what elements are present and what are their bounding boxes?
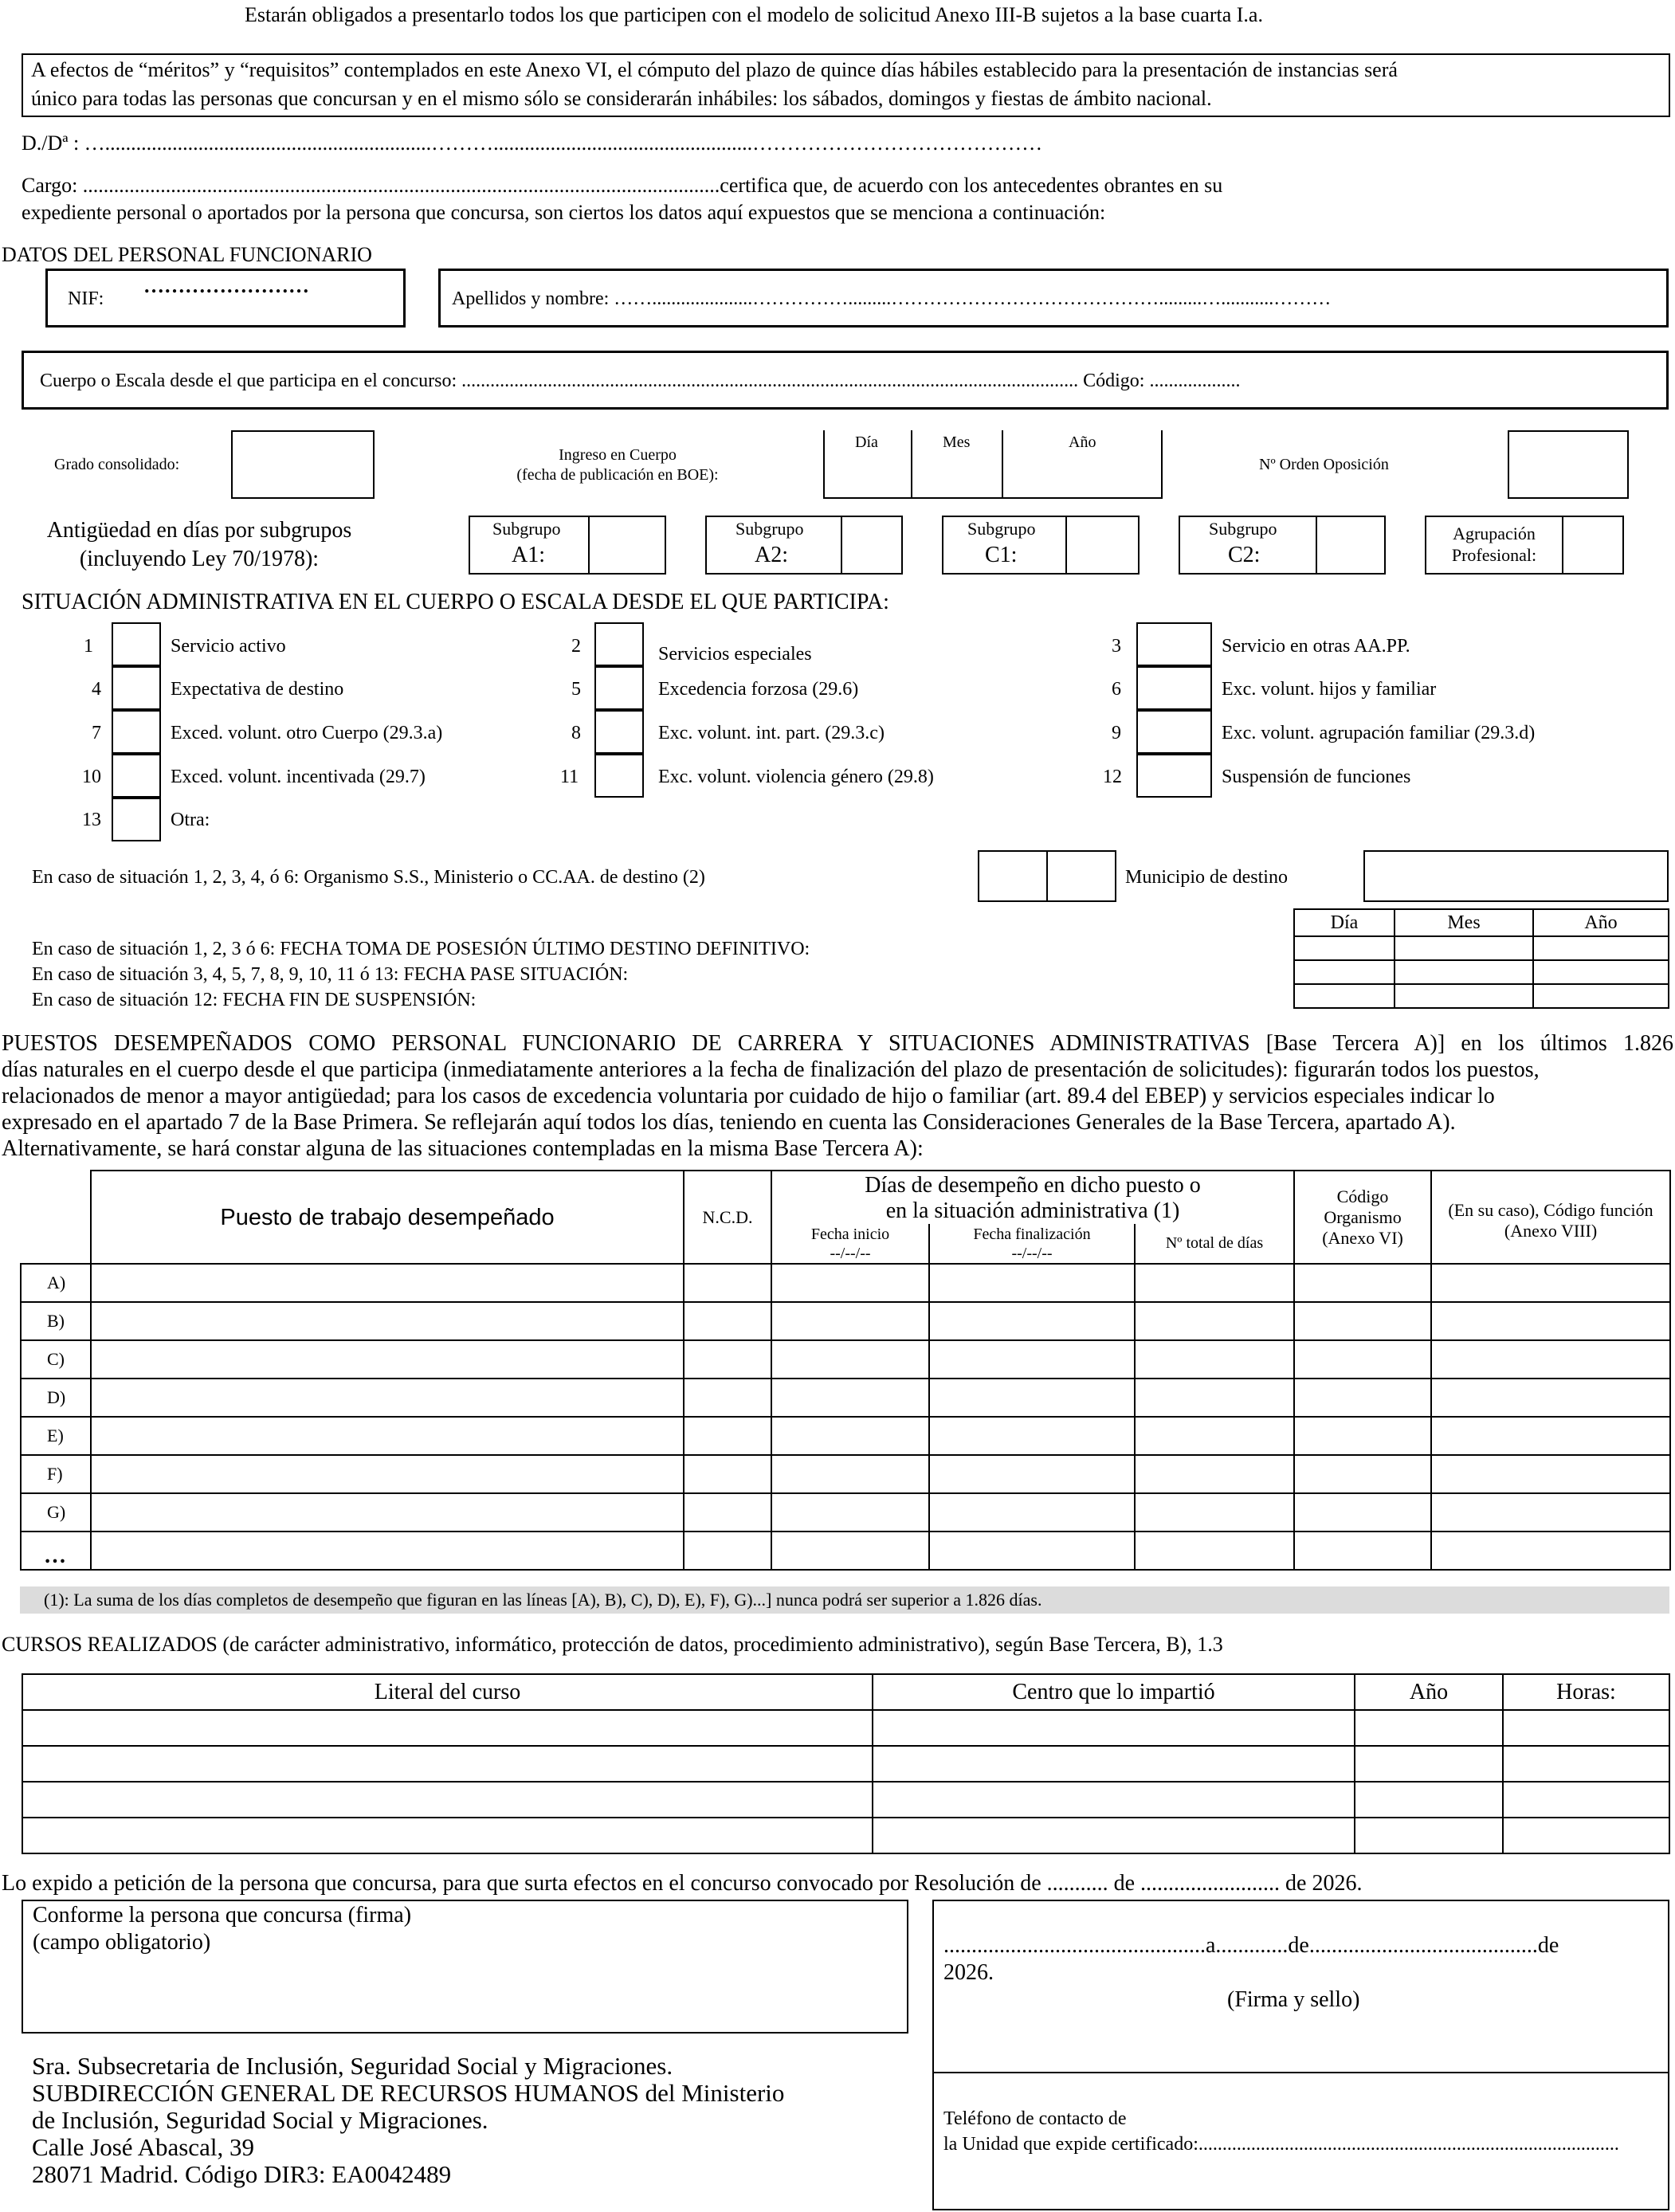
- table-cell[interactable]: [91, 1302, 684, 1340]
- table-cell[interactable]: [771, 1264, 929, 1302]
- conforme-label-2: (campo obligatorio): [33, 1930, 211, 1955]
- table-cell[interactable]: [1135, 1417, 1294, 1455]
- table-cell[interactable]: [91, 1340, 684, 1379]
- ingreso-label-2: (fecha de publicación en BOE):: [516, 466, 719, 484]
- address-block: [32, 2053, 784, 2188]
- cargo-line-2: expediente personal o aportados por la persona que concursa, son ciertos los datos aquí expuestos que se menciona a continuación:: [22, 201, 1106, 224]
- name-box[interactable]: [438, 269, 1669, 327]
- table-cell[interactable]: [1135, 1455, 1294, 1493]
- row-label-c: C): [21, 1340, 91, 1379]
- notice-line-2: único para todas las personas que concursan y en el mismo sólo se considerarán inhábiles: los sábados, domingos y fiestas de ámbito nacional.: [31, 87, 1212, 110]
- puestos-intro: [2, 1030, 1673, 1162]
- antiguedad-label-1: Antigüedad en días por subgrupos: [46, 518, 352, 543]
- col-inicio-label: Fecha inicio: [810, 1225, 890, 1243]
- fecha-cell[interactable]: [1533, 984, 1669, 1008]
- table-cell[interactable]: [929, 1379, 1135, 1417]
- row-label-more: …: [21, 1532, 91, 1570]
- cursos-table: [22, 1673, 1670, 1854]
- situacion-checkbox-10[interactable]: [112, 754, 161, 798]
- situacion-checkbox-8[interactable]: [594, 710, 644, 754]
- telefono-label-1: Teléfono de contacto de: [943, 2108, 1127, 2129]
- situacion-title: SITUACIÓN ADMINISTRATIVA EN EL CUERPO O ESCALA DESDE EL QUE PARTICIPA:: [22, 590, 889, 614]
- address-line-5: 28071 Madrid. Código DIR3: EA0042489: [32, 2160, 452, 2188]
- table-cell[interactable]: [929, 1340, 1135, 1379]
- lugar-fecha-line[interactable]: ...............................................a.............de.........................................de: [943, 1933, 1559, 1958]
- address-line-3: de Inclusión, Seguridad Social y Migraciones.: [32, 2106, 488, 2134]
- section-title-personal: DATOS DEL PERSONAL FUNCIONARIO: [2, 243, 372, 266]
- table-cell[interactable]: [91, 1417, 684, 1455]
- row-label-f: F): [21, 1455, 91, 1493]
- puestos-intro-2: días naturales en el cuerpo desde el que participa (inmediatamente anteriores a la fecha de finalización del plazo de presentación de solicitudes): figurarán todos los puestos,: [2, 1057, 1540, 1082]
- fecha-cell[interactable]: [1395, 936, 1533, 960]
- table-cell[interactable]: [1431, 1493, 1670, 1532]
- situacion-num-9: 9: [1112, 723, 1121, 743]
- table-cell[interactable]: [771, 1493, 929, 1532]
- table-cell[interactable]: [929, 1455, 1135, 1493]
- cursos-title: CURSOS REALIZADOS (de carácter administrativo, informático, protección de datos, procedimiento administrativo), según Base Tercera, B), 1.3: [2, 1633, 1223, 1656]
- table-cell[interactable]: [771, 1302, 929, 1340]
- cursos-cell[interactable]: [22, 1782, 873, 1818]
- situacion-checkbox-3[interactable]: [1136, 622, 1212, 666]
- situacion-checkbox-4[interactable]: [112, 666, 161, 710]
- row-label-b: B): [21, 1302, 91, 1340]
- col-ncd-header: N.C.D.: [684, 1171, 771, 1264]
- table-cell[interactable]: [684, 1340, 771, 1379]
- fecha-cell[interactable]: [1533, 936, 1669, 960]
- subgrupo-c1-label: C1:: [985, 543, 1018, 567]
- address-line-2: SUBDIRECCIÓN GENERAL DE RECURSOS HUMANOS del Ministerio: [32, 2079, 785, 2107]
- cursos-cell[interactable]: [1355, 1710, 1503, 1746]
- cursos-col-horas: Horas:: [1503, 1674, 1669, 1710]
- situacion-num-7: 7: [92, 723, 101, 743]
- table-cell[interactable]: [684, 1302, 771, 1340]
- table-cell[interactable]: [1431, 1379, 1670, 1417]
- firma-sello-box[interactable]: [932, 1900, 1669, 2210]
- address-line-1: Sra. Subsecretaria de Inclusión, Seguridad Social y Migraciones.: [32, 2052, 673, 2080]
- col-inicio-mask: --/--/--: [830, 1244, 871, 1262]
- subgrupo-c2-box[interactable]: [1179, 516, 1386, 575]
- table-cell[interactable]: [929, 1532, 1135, 1570]
- situacion-checkbox-12[interactable]: [1136, 754, 1212, 798]
- table-cell[interactable]: [1135, 1493, 1294, 1532]
- subgrupo-c2-word: Subgrupo: [1209, 519, 1277, 539]
- cursos-cell[interactable]: [22, 1710, 873, 1746]
- fecha-table[interactable]: [1293, 908, 1669, 1009]
- notice-line-1: A efectos de “méritos” y “requisitos” contemplados en este Anexo VI, el cómputo del plazo de quince días hábiles establecido para la presentación de instancias será: [31, 58, 1398, 81]
- puestos-intro-4: expresado en el apartado 7 de la Base Primera. Se reflejarán aquí todos los días, teniendo en cuenta las Consideraciones Generales de la Base Tercera, apartado A).: [2, 1110, 1456, 1135]
- col-puesto-header: Puesto de trabajo desempeñado: [91, 1171, 684, 1264]
- cuerpo-box[interactable]: [22, 351, 1669, 410]
- table-cell[interactable]: [684, 1264, 771, 1302]
- situacion-label-12: Suspensión de funciones: [1222, 767, 1411, 787]
- cursos-cell[interactable]: [1355, 1818, 1503, 1853]
- grado-label: Grado consolidado:: [54, 456, 180, 473]
- table-cell[interactable]: [1431, 1532, 1670, 1570]
- puestos-intro-3: relacionados de menor a mayor antigüedad; para los casos de excedencia voluntaria por cuidado de hijo o familiar (art. 89.4 del EBEP) y servicios especiales indicar lo: [2, 1084, 1495, 1108]
- table-cell[interactable]: [91, 1379, 684, 1417]
- situacion-label-6: Exc. volunt. hijos y familiar: [1222, 679, 1437, 700]
- situacion-num-6: 6: [1112, 679, 1121, 700]
- col-codigo-header: [1294, 1171, 1431, 1264]
- subgrupo-c2-label: C2:: [1228, 543, 1261, 567]
- situacion-label-10: Exced. volunt. incentivada (29.7): [171, 767, 426, 787]
- col-codigo-2: Organismo: [1324, 1206, 1402, 1227]
- fecha-cell[interactable]: [1533, 960, 1669, 984]
- cursos-cell[interactable]: [1355, 1782, 1503, 1818]
- situacion-label-2: Servicios especiales: [658, 644, 812, 665]
- cursos-col-centro: Centro que lo impartió: [873, 1674, 1355, 1710]
- subgrupo-c1-word: Subgrupo: [967, 519, 1036, 539]
- table-cell[interactable]: [684, 1455, 771, 1493]
- situacion-checkbox-2[interactable]: [594, 622, 644, 666]
- name-label: Apellidos y nombre: …….....................…………….........…………………………………….........…...........………: [452, 288, 1332, 309]
- table-cell[interactable]: [1294, 1417, 1431, 1455]
- situacion-label-7: Exced. volunt. otro Cuerpo (29.3.a): [171, 723, 443, 743]
- table-cell[interactable]: [1135, 1532, 1294, 1570]
- table-cell[interactable]: [1431, 1340, 1670, 1379]
- col-codigo-1: Código: [1336, 1186, 1389, 1206]
- table-cell[interactable]: [1135, 1340, 1294, 1379]
- table-cell[interactable]: [1135, 1264, 1294, 1302]
- table-cell[interactable]: [1294, 1379, 1431, 1417]
- firma-divider: [934, 2072, 1668, 2073]
- situacion-num-5: 5: [571, 679, 581, 700]
- fecha-line-1: En caso de situación 1, 2, 3 ó 6: FECHA TOMA DE POSESIÓN ÚLTIMO DESTINO DEFINITIVO:: [32, 939, 810, 959]
- table-cell[interactable]: [929, 1302, 1135, 1340]
- subgrupo-a2-label: A2:: [755, 543, 788, 567]
- puestos-intro-1: PUESTOS DESEMPEÑADOS COMO PERSONAL FUNCIONARIO DE CARRERA Y SITUACIONES ADMINISTRATIVAS [Base Tercera A)] en los últimos 1.826: [2, 1031, 1673, 1056]
- cursos-cell[interactable]: [1503, 1710, 1669, 1746]
- row-label-g: G): [21, 1493, 91, 1532]
- nif-label: NIF:: [68, 288, 104, 309]
- situacion-label-11: Exc. volunt. violencia género (29.8): [658, 767, 934, 787]
- cursos-cell[interactable]: [1355, 1746, 1503, 1782]
- table-cell[interactable]: [91, 1455, 684, 1493]
- notice-box: [22, 53, 1670, 117]
- situacion-num-4: 4: [92, 679, 101, 700]
- situacion-label-5: Excedencia forzosa (29.6): [658, 679, 859, 700]
- row-label-a: A): [21, 1264, 91, 1302]
- puestos-footnote: (1): La suma de los días completos de desempeño que figuran en las líneas [A), B), C), D), E), F), G)...] nunca podrá ser superior a 1.826 días.: [20, 1586, 1669, 1614]
- top-note: Estarán obligados a presentarlo todos los que participen con el modelo de solicitud Anexo III-B sujetos a la base cuarta I.a.: [245, 3, 1263, 26]
- table-cell[interactable]: [91, 1493, 684, 1532]
- situacion-label-3: Servicio en otras AA.PP.: [1222, 636, 1410, 657]
- row-label-e: E): [21, 1417, 91, 1455]
- table-cell[interactable]: [929, 1493, 1135, 1532]
- ingreso-mes: Mes: [943, 433, 971, 451]
- fecha-cell[interactable]: [1395, 984, 1533, 1008]
- agrupacion-label-2: Profesional:: [1451, 545, 1537, 565]
- telefono-label-2[interactable]: la Unidad que expide certificado:........................................................................................: [943, 2134, 1619, 2155]
- orden-box[interactable]: [1508, 430, 1629, 499]
- fecha-cell[interactable]: [1395, 960, 1533, 984]
- situacion-label-9: Exc. volunt. agrupación familiar (29.3.d): [1222, 723, 1536, 743]
- table-cell[interactable]: [1431, 1264, 1670, 1302]
- fecha-cell[interactable]: [1294, 936, 1395, 960]
- subgrupo-a2-box[interactable]: [705, 516, 903, 575]
- situacion-label-4: Expectativa de destino: [171, 679, 344, 700]
- cuerpo-line: Cuerpo o Escala desde el que participa en el concurso: ................................................................................................................................. Código: ...................: [40, 371, 1241, 391]
- table-cell[interactable]: [1135, 1379, 1294, 1417]
- situacion-num-3: 3: [1112, 636, 1121, 657]
- address-line-4: Calle José Abascal, 39: [32, 2133, 254, 2161]
- fecha-line-3: En caso de situación 12: FECHA FIN DE SUSPENSIÓN:: [32, 990, 477, 1010]
- cursos-cell[interactable]: [1503, 1782, 1669, 1818]
- table-cell[interactable]: [771, 1455, 929, 1493]
- situacion-num-2: 2: [571, 636, 581, 657]
- col-funcion-header: [1431, 1171, 1670, 1264]
- fecha-cell[interactable]: [1294, 984, 1395, 1008]
- col-dias-header-2: en la situación administrativa (1): [885, 1198, 1180, 1223]
- ingreso-date-box[interactable]: [823, 430, 1163, 499]
- organismo-box[interactable]: [978, 850, 1116, 902]
- situacion-checkbox-6[interactable]: [1136, 666, 1212, 710]
- subgrupo-a2-word: Subgrupo: [736, 519, 804, 539]
- puestos-table-wrap: [20, 1170, 1669, 1614]
- orden-label: Nº Orden Oposición: [1259, 456, 1389, 473]
- table-cell[interactable]: [1294, 1532, 1431, 1570]
- nif-box[interactable]: [45, 269, 406, 327]
- col-inicio-header: [771, 1224, 929, 1264]
- situacion-num-11: 11: [560, 767, 579, 787]
- fecha-dia-header: Día: [1294, 909, 1395, 936]
- col-funcion-1: (En su caso), Código función: [1448, 1200, 1653, 1220]
- subgrupo-a1-label: A1:: [512, 543, 545, 567]
- situacion-label-13: Otra:: [171, 810, 210, 830]
- table-cell[interactable]: [771, 1379, 929, 1417]
- cursos-cell[interactable]: [22, 1818, 873, 1853]
- cursos-cell[interactable]: [873, 1818, 1355, 1853]
- situacion-num-12: 12: [1103, 767, 1122, 787]
- table-cell[interactable]: [771, 1417, 929, 1455]
- situacion-checkbox-13[interactable]: [112, 798, 161, 841]
- table-cell[interactable]: [1135, 1302, 1294, 1340]
- cargo-line[interactable]: Cargo: ...........................................................................................................................certifica que, de acuerdo con los antecedentes obrantes en su: [22, 174, 1223, 197]
- cursos-cell[interactable]: [873, 1782, 1355, 1818]
- nif-dots: ……………………: [143, 274, 309, 297]
- puestos-intro-5: Alternativamente, se hará constar alguna de las situaciones contempladas en la misma Base Tercera A):: [2, 1136, 924, 1161]
- ingreso-label-1: Ingreso en Cuerpo: [559, 446, 677, 464]
- col-fin-header: [929, 1224, 1135, 1264]
- subgrupo-c1-box[interactable]: [942, 516, 1140, 575]
- puestos-table: [20, 1170, 1671, 1571]
- situacion-label-8: Exc. volunt. int. part. (29.3.c): [658, 723, 885, 743]
- antiguedad-label-2: (incluyendo Ley 70/1978):: [79, 547, 320, 571]
- table-cell[interactable]: [929, 1417, 1135, 1455]
- cursos-cell[interactable]: [873, 1710, 1355, 1746]
- fecha-line-2: En caso de situación 3, 4, 5, 7, 8, 9, 10, 11 ó 13: FECHA PASE SITUACIÓN:: [32, 964, 629, 985]
- table-cell[interactable]: [1431, 1455, 1670, 1493]
- table-cell[interactable]: [771, 1532, 929, 1570]
- table-cell[interactable]: [684, 1379, 771, 1417]
- expido-line[interactable]: Lo expido a petición de la persona que concursa, para que surta efectos en el concurso convocado por Resolución de ........... de ......................... de 2026.: [2, 1871, 1363, 1896]
- municipio-box[interactable]: [1363, 850, 1669, 902]
- cursos-cell[interactable]: [1503, 1746, 1669, 1782]
- situacion-checkbox-5[interactable]: [594, 666, 644, 710]
- firma-sello-label: (Firma y sello): [1227, 1987, 1360, 2012]
- conforme-label-1: Conforme la persona que concursa (firma): [33, 1903, 412, 1928]
- table-cell[interactable]: [1294, 1493, 1431, 1532]
- agrupacion-box[interactable]: [1425, 516, 1624, 575]
- fecha-mes-header: Mes: [1395, 909, 1533, 936]
- table-cell[interactable]: [771, 1340, 929, 1379]
- situacion-checkbox-1[interactable]: [112, 622, 161, 666]
- table-cell[interactable]: [1431, 1302, 1670, 1340]
- situacion-num-1: 1: [84, 636, 93, 657]
- ingreso-dia: Día: [855, 433, 878, 451]
- cursos-col-literal: Literal del curso: [22, 1674, 873, 1710]
- cursos-cell[interactable]: [22, 1746, 873, 1782]
- col-funcion-2: (Anexo VIII): [1504, 1221, 1598, 1241]
- table-cell[interactable]: [684, 1493, 771, 1532]
- ingreso-anio: Año: [1069, 433, 1096, 451]
- situacion-num-8: 8: [571, 723, 581, 743]
- col-fin-label: Fecha finalización: [973, 1225, 1091, 1243]
- col-dias-header-1: Días de desempeño en dicho puesto o: [865, 1173, 1201, 1198]
- col-codigo-3: (Anexo VI): [1322, 1227, 1403, 1248]
- col-dias-header: [771, 1171, 1294, 1224]
- table-cell[interactable]: [1294, 1455, 1431, 1493]
- table-cell[interactable]: [929, 1264, 1135, 1302]
- subgrupo-a1-word: Subgrupo: [492, 519, 561, 539]
- table-cell[interactable]: [684, 1532, 771, 1570]
- cursos-col-anio: Año: [1355, 1674, 1503, 1710]
- conforme-box[interactable]: [22, 1900, 908, 2034]
- table-cell[interactable]: [1294, 1340, 1431, 1379]
- subgrupo-a1-box[interactable]: [469, 516, 666, 575]
- lugar-anio: 2026.: [943, 1960, 994, 1985]
- col-fin-mask: --/--/--: [1011, 1244, 1053, 1262]
- municipio-label: Municipio de destino: [1125, 867, 1288, 888]
- fecha-anio-header: Año: [1533, 909, 1669, 936]
- situacion-num-10: 10: [82, 767, 101, 787]
- organismo-label: En caso de situación 1, 2, 3, 4, ó 6: Organismo S.S., Ministerio o CC.AA. de destino (2): [32, 867, 705, 888]
- table-cell[interactable]: [1431, 1417, 1670, 1455]
- fecha-cell[interactable]: [1294, 960, 1395, 984]
- situacion-label-1: Servicio activo: [171, 636, 286, 657]
- table-cell[interactable]: [684, 1417, 771, 1455]
- table-cell[interactable]: [1294, 1302, 1431, 1340]
- table-cell[interactable]: [1294, 1264, 1431, 1302]
- declarant-name-line[interactable]: D./Dª : …...............................................................………..................................................……………………………………: [22, 131, 1043, 155]
- table-cell[interactable]: [91, 1532, 684, 1570]
- situacion-checkbox-9[interactable]: [1136, 710, 1212, 754]
- situacion-checkbox-11[interactable]: [594, 754, 644, 798]
- grado-box[interactable]: [231, 430, 375, 499]
- row-label-d: D): [21, 1379, 91, 1417]
- situacion-num-13: 13: [82, 810, 101, 830]
- col-total-header: Nº total de días: [1135, 1224, 1294, 1264]
- cursos-cell[interactable]: [873, 1746, 1355, 1782]
- cursos-cell[interactable]: [1503, 1818, 1669, 1853]
- agrupacion-label-1: Agrupación: [1453, 524, 1536, 543]
- table-cell[interactable]: [91, 1264, 684, 1302]
- situacion-checkbox-7[interactable]: [112, 710, 161, 754]
